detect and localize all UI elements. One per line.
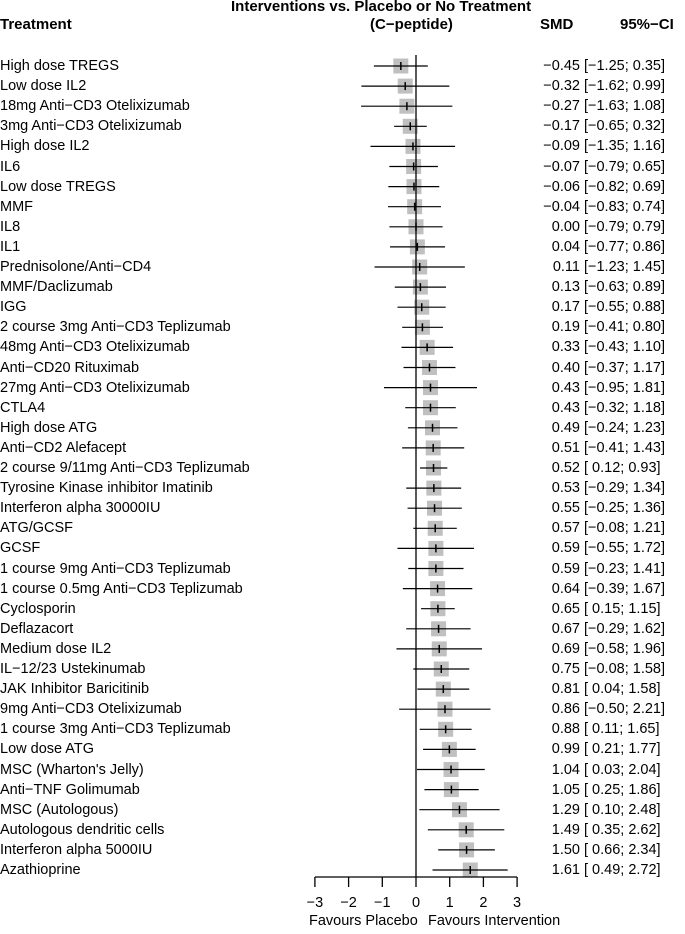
ci-value: [−0.79; 0.79]	[584, 218, 666, 235]
smd-value: 0.53	[551, 480, 580, 497]
smd-value: 0.67	[551, 620, 580, 637]
ci-value: [ 0.35; 2.62]	[584, 821, 661, 838]
smd-value: 0.43	[551, 379, 580, 396]
ci-value: [−1.25; 0.35]	[584, 58, 666, 74]
chart-title-line1: Interventions vs. Placebo or No Treatment	[231, 0, 532, 15]
ci-value: [ 0.25; 1.86]	[584, 781, 661, 798]
treatment-label: 27mg Anti−CD3 Otelixizumab	[0, 379, 190, 396]
smd-value: 0.13	[551, 279, 580, 296]
treatment-label: High dose IL2	[0, 138, 90, 155]
smd-value: 0.51	[551, 439, 580, 456]
x-axis-tick-label: 3	[513, 895, 522, 911]
treatment-label: IL8	[0, 218, 21, 235]
treatment-label: MMF/Daclizumab	[0, 279, 113, 296]
ci-value: [−0.65; 0.32]	[584, 118, 666, 135]
smd-value: 0.33	[551, 339, 580, 356]
treatment-label: IL6	[0, 158, 21, 175]
treatment-label: MMF	[0, 198, 34, 215]
smd-value: −0.27	[543, 98, 580, 115]
treatment-label: Medium dose IL2	[0, 640, 112, 657]
ci-column-header: 95%−CI	[620, 16, 674, 33]
chart-title-line2: (C−peptide)	[370, 16, 453, 33]
x-axis-tick-label: −1	[374, 895, 391, 911]
ci-value: [−0.08; 1.21]	[584, 520, 666, 537]
ci-value: [ 0.10; 2.48]	[584, 801, 661, 818]
x-axis-tick-label: −2	[340, 895, 357, 911]
smd-value: 0.99	[551, 741, 580, 758]
ci-value: [−0.79; 0.65]	[584, 158, 666, 175]
smd-value: 0.49	[551, 419, 580, 436]
ci-value: [−0.08; 1.58]	[584, 661, 666, 677]
smd-value: 0.64	[551, 580, 580, 597]
ci-value: [−0.63; 0.89]	[584, 279, 666, 296]
smd-value: 0.17	[551, 299, 580, 316]
x-axis-tick-label: 0	[411, 895, 421, 911]
ci-value: [−0.39; 1.67]	[584, 580, 666, 597]
smd-value: 0.11	[552, 259, 580, 275]
smd-value: −0.17	[543, 118, 580, 135]
ci-value: [−1.23; 1.45]	[584, 259, 666, 275]
ci-value: [−0.55; 1.72]	[584, 540, 666, 557]
ci-value: [−0.83; 0.74]	[584, 198, 666, 215]
favours-placebo-label: Favours Placebo	[309, 913, 418, 929]
smd-value: 0.43	[551, 399, 580, 416]
smd-value: 0.57	[551, 520, 580, 537]
treatment-label: MSC (Autologous)	[0, 801, 119, 818]
ci-value: [−0.43; 1.10]	[584, 339, 666, 356]
treatment-label: JAK Inhibitor Baricitinib	[0, 681, 150, 698]
smd-value: 0.65	[551, 600, 580, 617]
smd-value: 0.86	[551, 701, 580, 718]
treatment-label: Tyrosine Kinase inhibitor Imatinib	[0, 480, 213, 497]
treatment-label: 18mg Anti−CD3 Otelixizumab	[0, 98, 190, 115]
ci-value: [−0.37; 1.17]	[584, 359, 666, 376]
treatment-label: 1 course 9mg Anti−CD3 Teplizumab	[0, 560, 231, 577]
ci-value: [−0.77; 0.86]	[584, 238, 666, 255]
treatment-label: Deflazacort	[0, 620, 74, 637]
smd-column-header: SMD	[540, 16, 574, 33]
treatment-label: Anti−CD2 Alefacept	[0, 439, 127, 456]
x-axis-tick-label: 2	[479, 895, 488, 911]
smd-value: 1.05	[551, 781, 580, 798]
ci-value: [−0.41; 1.43]	[584, 439, 666, 456]
smd-value: 0.55	[551, 500, 580, 517]
ci-value: [−0.32; 1.18]	[584, 399, 666, 416]
treatment-label: Interferon alpha 5000IU	[0, 841, 153, 858]
smd-value: −0.07	[543, 158, 580, 175]
ci-value: [ 0.12; 0.93]	[584, 460, 661, 476]
ci-value: [−0.50; 2.21]	[584, 701, 666, 718]
smd-value: 0.52	[551, 460, 580, 476]
ci-value: [−0.58; 1.96]	[584, 640, 666, 657]
smd-value: 1.49	[551, 821, 580, 838]
treatment-label: High dose ATG	[0, 419, 98, 436]
treatment-label: IL1	[0, 238, 21, 255]
treatment-label: Low dose TREGS	[0, 178, 116, 195]
smd-value: 0.04	[551, 238, 580, 255]
treatment-label: High dose TREGS	[0, 58, 120, 74]
favours-intervention-label: Favours Intervention	[428, 913, 561, 929]
smd-value: 0.00	[551, 218, 580, 235]
treatment-label: IGG	[0, 299, 27, 316]
ci-value: [−0.95; 1.81]	[584, 379, 666, 396]
smd-value: 0.19	[551, 319, 580, 336]
ci-value: [−0.29; 1.62]	[584, 620, 666, 637]
ci-value: [−0.25; 1.36]	[584, 500, 666, 517]
treatment-label: Prednisolone/Anti−CD4	[0, 259, 152, 275]
treatment-label: Azathioprine	[0, 862, 81, 878]
smd-value: 0.75	[551, 661, 580, 677]
treatment-label: 9mg Anti−CD3 Otelixizumab	[0, 701, 182, 718]
treatment-label: 2 course 3mg Anti−CD3 Teplizumab	[0, 319, 231, 336]
treatment-label: IL−12/23 Ustekinumab	[0, 661, 146, 677]
treatment-column-header: Treatment	[0, 16, 72, 33]
smd-value: 1.04	[551, 761, 580, 778]
smd-value: −0.09	[543, 138, 580, 155]
ci-value: [−0.24; 1.23]	[584, 419, 666, 436]
ci-value: [−1.63; 1.08]	[584, 98, 666, 115]
ci-value: [ 0.15; 1.15]	[584, 600, 661, 617]
treatment-label: 48mg Anti−CD3 Otelixizumab	[0, 339, 190, 356]
ci-value: [ 0.66; 2.34]	[584, 841, 661, 858]
ci-value: [ 0.49; 2.72]	[584, 862, 661, 878]
smd-value: 1.29	[551, 801, 580, 818]
treatment-label: ATG/GCSF	[0, 520, 74, 537]
treatment-label: Autologous dendritic cells	[0, 821, 165, 838]
treatment-label: Anti−CD20 Rituximab	[0, 359, 140, 376]
smd-value: 0.88	[551, 721, 580, 738]
treatment-label: Anti−TNF Golimumab	[0, 781, 140, 798]
smd-value: 0.81	[551, 681, 580, 698]
smd-value: −0.32	[543, 78, 580, 95]
x-axis-tick-label: −3	[306, 895, 324, 911]
treatment-label: Interferon alpha 30000IU	[0, 500, 161, 517]
treatment-label: Low dose ATG	[0, 741, 95, 758]
ci-value: [−0.55; 0.88]	[584, 299, 666, 316]
treatment-label: 2 course 9/11mg Anti−CD3 Teplizumab	[0, 460, 250, 476]
smd-value: 0.59	[551, 560, 580, 577]
ci-value: [ 0.04; 1.58]	[584, 681, 661, 698]
smd-value: 1.50	[551, 841, 580, 858]
treatment-label: GCSF	[0, 540, 41, 557]
treatment-label: MSC (Wharton's Jelly)	[0, 761, 144, 778]
smd-value: 0.59	[551, 540, 580, 557]
treatment-label: CTLA4	[0, 399, 46, 416]
smd-value: −0.04	[543, 198, 580, 215]
smd-value: 0.69	[551, 640, 580, 657]
smd-value: −0.45	[543, 58, 580, 74]
smd-value: 1.61	[551, 862, 580, 878]
treatment-label: 3mg Anti−CD3 Otelixizumab	[0, 118, 182, 135]
ci-value: [−0.82; 0.69]	[584, 178, 666, 195]
ci-value: [−0.23; 1.41]	[584, 560, 666, 577]
x-axis-tick-label: 1	[445, 895, 454, 911]
smd-value: 0.40	[551, 359, 580, 376]
ci-value: [ 0.03; 2.04]	[584, 761, 661, 778]
ci-value: [−0.41; 0.80]	[584, 319, 666, 336]
ci-value: [−0.29; 1.34]	[584, 480, 666, 497]
smd-value: −0.06	[543, 178, 580, 195]
treatment-label: Low dose IL2	[0, 78, 87, 95]
treatment-label: 1 course 3mg Anti−CD3 Teplizumab	[0, 721, 231, 738]
ci-value: [−1.62; 0.99]	[584, 78, 666, 95]
ci-value: [−1.35; 1.16]	[584, 138, 666, 155]
treatment-label: 1 course 0.5mg Anti−CD3 Teplizumab	[0, 580, 243, 597]
treatment-label: Cyclosporin	[0, 600, 76, 617]
ci-value: [ 0.11; 1.65]	[584, 721, 660, 738]
ci-value: [ 0.21; 1.77]	[584, 741, 661, 758]
